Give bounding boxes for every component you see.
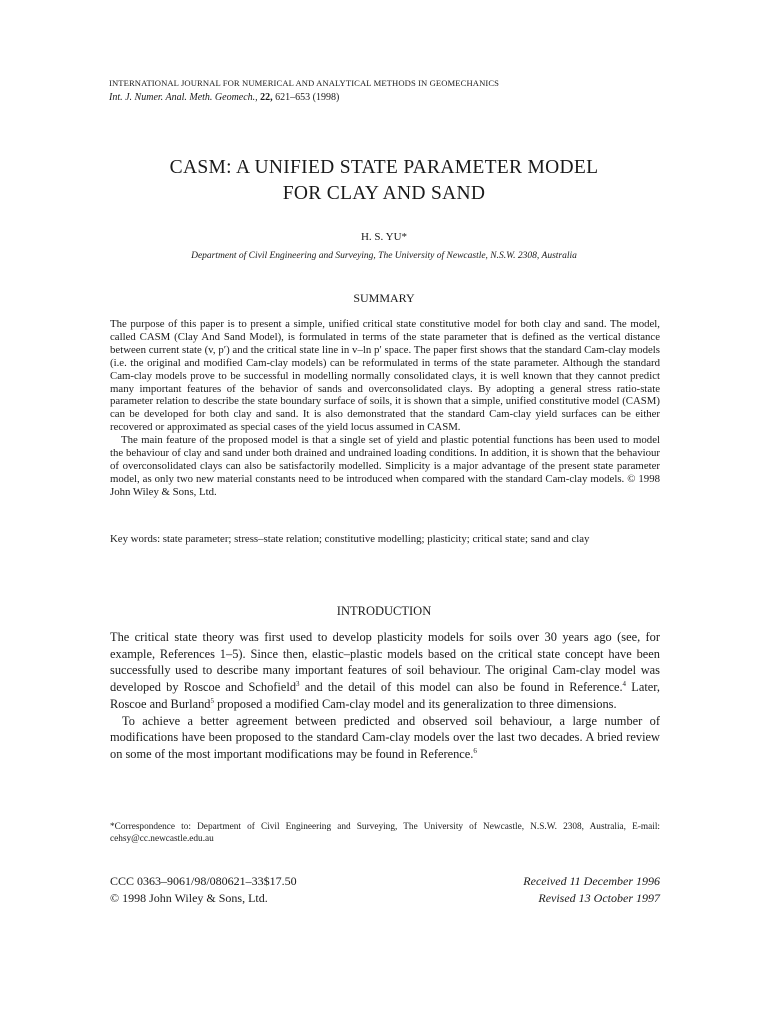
- keywords: Key words: state parameter; stress–state relation; constitutive modelling; plasticity; critical state; sand and clay: [110, 533, 590, 545]
- citation-line: [109, 92, 339, 103]
- reference-marker: 3: [296, 679, 300, 688]
- summary-paragraph-1: The purpose of this paper is to present a simple, unified critical state constitutive model for both clay and sand. The model, called CASM (Clay And Sand Model), is formulated in terms of the state parameter that is defined as the vertical distance between current state (v, p′) and the critical state line in v–ln p′ space. The paper first shows that the standard Cam-clay models (i.e. the original and modified Cam-clay models) can be reformulated in terms of the state parameter. Although the standard Cam-clay models prove to be successful in modelling normally consolidated clays, it is well known that they cannot predict many important features of the behavior of sands and overconsolidated clays. By adopting a general stress ratio-state parameter relation to describe the state boundary surface of soils, it is shown that a simple, unified constitutive model (CASM) can be developed for both clay and sand. It is also demonstrated that the standard Cam-clay yield surfaces can be either recovered or approximated as special cases of the yield locus assumed in CASM.: [110, 318, 660, 434]
- intro-p1-text-a: The critical state theory was first used to develop plasticity models for soils over 30 years ago (see, for example, References 1–5). Since then, elastic–plastic models based on the critical state concept have been successfully used to describe many important features of soil behaviour. The original Cam-clay model was developed by Roscoe and Schofield: [110, 630, 660, 695]
- intro-p1-text-d: proposed a modified Cam-clay model and its generalization to three dimensions.: [213, 696, 617, 711]
- reference-marker: 4: [622, 679, 627, 688]
- received-date: Received 11 December 1996: [523, 874, 660, 888]
- correspondence-footnote: *Correspondence to: Department of Civil Engineering and Surveying, The University of Newcastle, N.S.W. 2308, Australia, E-mail: cehsy@cc.newcastle.edu.au: [110, 822, 660, 845]
- intro-paragraph-2: [110, 713, 660, 763]
- journal-name: INTERNATIONAL JOURNAL FOR NUMERICAL AND ANALYTICAL METHODS IN GEOMECHANICS: [109, 78, 500, 88]
- ccc-code: CCC 0363–9061/98/080621–33$17.50: [110, 874, 297, 888]
- intro-p2-text: To achieve a better agreement between predicted and observed soil behaviour, a large number of modifications have been proposed to the standard Cam-clay models over the last two decades. A bried review on some of the most important modifications may be found in Reference.: [110, 713, 660, 761]
- intro-p1-text-c: Later, Roscoe and Burland: [110, 680, 660, 711]
- author: H. S. YU*: [360, 231, 408, 243]
- intro-p1-text-b: and the detail of this model can also be found in Reference.: [299, 680, 623, 695]
- affiliation: Department of Civil Engineering and Surveying, The University of Newcastle, N.S.W. 2308, Australia: [191, 251, 577, 261]
- title-line-2: FOR CLAY AND SAND: [282, 183, 486, 204]
- publication-meta: [110, 873, 297, 906]
- paper-title: [0, 155, 768, 207]
- summary-body: [110, 318, 660, 499]
- summary-heading: SUMMARY: [353, 291, 415, 305]
- introduction-heading: INTRODUCTION: [336, 604, 432, 618]
- citation-pages-year: 621–653 (1998): [275, 92, 340, 103]
- copyright-line: © 1998 John Wiley & Sons, Ltd.: [110, 890, 268, 905]
- citation-volume: 22,: [260, 92, 273, 103]
- introduction-body: [110, 629, 660, 763]
- citation-abbrev: Int. J. Numer. Anal. Meth. Geomech.,: [109, 92, 258, 103]
- reference-marker: 5: [210, 696, 214, 705]
- title-line-1: CASM: A UNIFIED STATE PARAMETER MODEL: [169, 157, 599, 178]
- revised-date: Revised 13 October 1997: [538, 890, 660, 905]
- dates-meta: [523, 873, 660, 906]
- reference-marker: 6: [473, 746, 477, 755]
- intro-paragraph-1: [110, 629, 660, 713]
- summary-paragraph-2: The main feature of the proposed model is that a single set of yield and plastic potential functions has been used to model the behaviour of clay and sand under both drained and undrained loading conditions. In addition, it is shown that the behaviour of overconsolidated clays can also be satisfactorily modelled. Simplicity is a major advantage of the present state parameter model, as only two new material constants need to be introduced when compared with the standard Cam-clay models. © 1998 John Wiley & Sons, Ltd.: [110, 434, 660, 498]
